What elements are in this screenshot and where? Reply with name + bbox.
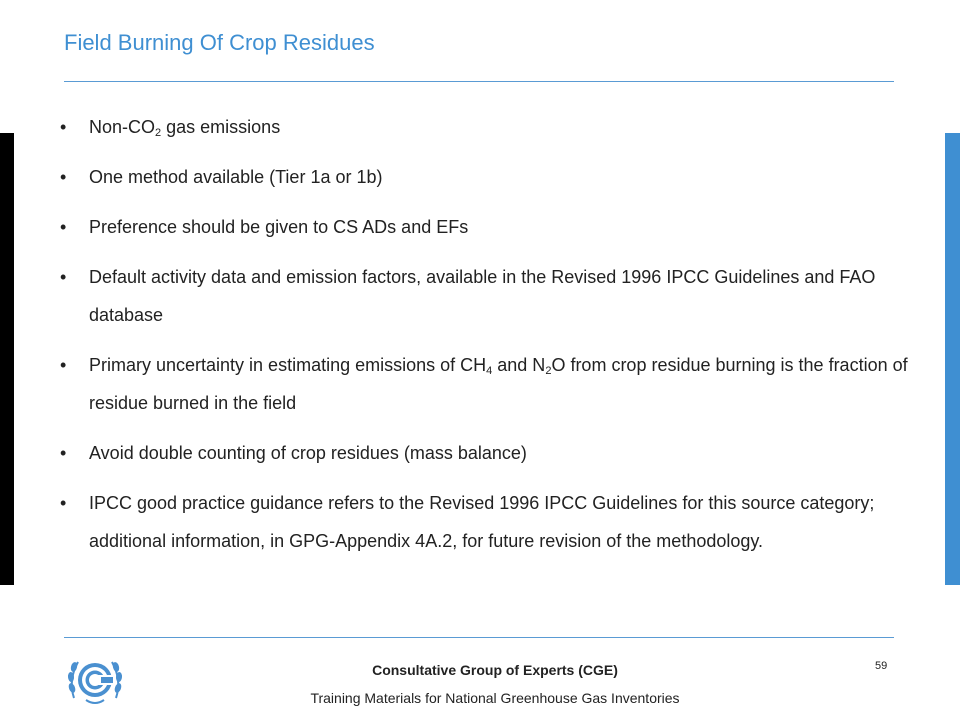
bullet-marker: • <box>60 117 67 137</box>
bullet-text <box>89 267 875 325</box>
bullet-item <box>60 258 940 334</box>
bullet-text-segment: gas emissions <box>161 117 281 137</box>
bullet-text-segment: Avoid double counting of crop residues (mass balance) <box>89 443 527 463</box>
bullet-text <box>89 355 908 413</box>
bullet-item <box>60 208 940 246</box>
bullet-item <box>60 434 940 472</box>
footer-divider <box>64 637 894 638</box>
title-divider <box>64 81 894 82</box>
bullet-item <box>60 346 940 422</box>
bullet-text <box>89 217 468 237</box>
subscript: 2 <box>155 127 162 139</box>
page-number: 59 <box>875 660 888 672</box>
bullet-text <box>89 117 280 137</box>
left-edge-bar <box>0 133 14 585</box>
bullet-text <box>89 167 382 187</box>
bullet-marker: • <box>60 267 67 287</box>
bullet-text-segment: and N <box>492 355 546 375</box>
bullet-text-segment: Non-CO <box>89 117 156 137</box>
bullet-text-segment: One method available (Tier 1a or 1b) <box>89 167 383 187</box>
bullet-marker: • <box>60 355 67 375</box>
subscript: 4 <box>486 365 493 377</box>
bullet-marker: • <box>60 493 67 513</box>
bullet-text <box>89 493 874 551</box>
bullet-text-segment: Primary uncertainty in estimating emissions of CH <box>89 355 487 375</box>
bullet-marker: • <box>60 167 67 187</box>
bullet-text-segment: Default activity data and emission factors, available in the Revised 1996 IPCC Guidelines and FAO database <box>89 267 876 325</box>
right-accent-bar <box>945 133 960 585</box>
bullet-text <box>89 443 527 463</box>
bullet-list <box>60 108 940 572</box>
footer-subtitle: Training Materials for National Greenhouse Gas Inventories <box>310 690 680 706</box>
slide-title: Field Burning Of Crop Residues <box>64 30 375 55</box>
subscript: 2 <box>545 365 552 377</box>
bullet-text-segment: IPCC good practice guidance refers to the Revised 1996 IPCC Guidelines for this source category; additional information, in GPG-Appendix 4A.2, for future revision of the methodology. <box>89 493 875 551</box>
bullet-text-segment: Preference should be given to CS ADs and EFs <box>89 217 469 237</box>
bullet-marker: • <box>60 217 67 237</box>
bullet-marker: • <box>60 443 67 463</box>
bullet-item <box>60 108 940 146</box>
footer-organization: Consultative Group of Experts (CGE) <box>372 662 618 678</box>
bullet-item <box>60 158 940 196</box>
bullet-text-segment: O from crop residue burning is the fraction of residue burned in the field <box>89 355 908 413</box>
bullet-item <box>60 484 940 560</box>
